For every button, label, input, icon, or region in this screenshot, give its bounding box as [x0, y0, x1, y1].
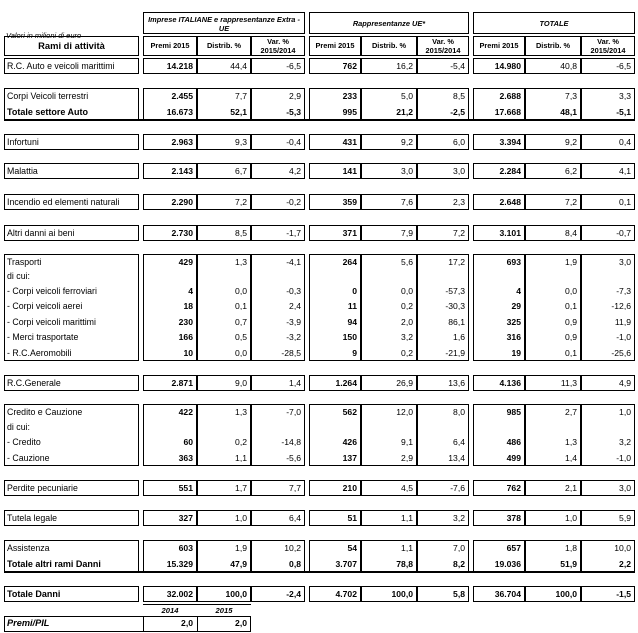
cell-value: 7,6 [401, 197, 413, 207]
group-header-totale [473, 12, 635, 34]
cell-value: 9 [352, 348, 357, 358]
cell-value: 603 [178, 543, 193, 553]
cell-value: 2.290 [171, 197, 193, 207]
cell-value: 17,2 [448, 257, 465, 267]
cell-value: 210 [342, 483, 357, 493]
cell-value: -7,6 [450, 483, 465, 493]
header-premi-label: Premi 2015 [479, 41, 519, 50]
table-row [0, 406, 638, 421]
cell-value: 54 [347, 543, 357, 553]
cell-value: 431 [342, 137, 357, 147]
cell-value: 2,0 [401, 317, 413, 327]
table-row [0, 452, 638, 467]
cell-value: 2.871 [171, 378, 193, 388]
cell-value: 10,0 [614, 543, 631, 553]
cell-value: 1,0 [619, 407, 631, 417]
table-row [0, 270, 638, 285]
cell-value: 16.673 [166, 107, 193, 117]
cell-value: -4,1 [286, 257, 301, 267]
cell-value: 5,0 [401, 91, 413, 101]
cell-value: 0,1 [565, 348, 577, 358]
cell-value: 2.143 [171, 166, 193, 176]
cell-value: 19 [511, 348, 521, 358]
cell-value: 0,2 [235, 437, 247, 447]
cell-value: 13,4 [448, 453, 465, 463]
header-premi-label: Premi 2015 [315, 41, 355, 50]
cell-value: 1,9 [235, 543, 247, 553]
cell-value: 6,2 [565, 166, 577, 176]
cell-value: 230 [178, 317, 193, 327]
pil-year: 2015 [215, 606, 233, 615]
pil-year: 2014 [161, 606, 179, 615]
cell-value: 4.702 [335, 589, 357, 599]
cell-value: -1,0 [616, 453, 631, 463]
header-var-label: Var. % 2015/2014 [590, 37, 626, 55]
cell-value: 762 [506, 483, 521, 493]
cell-value: -2,4 [286, 589, 301, 599]
cell-value: 3.394 [499, 137, 521, 147]
cell-value: -7,3 [616, 286, 631, 296]
row-label: Incendio ed elementi naturali [7, 197, 120, 207]
cell-value: 0,7 [235, 317, 247, 327]
cell-value: 4,1 [619, 166, 631, 176]
cell-value: 52,1 [230, 107, 247, 117]
row-label: - Credito [7, 437, 41, 447]
header-var-label: Var. % 2015/2014 [260, 37, 296, 55]
cell-value: 1.264 [335, 378, 357, 388]
cell-value: 2.730 [171, 228, 193, 238]
cell-value: 1,3 [565, 437, 577, 447]
table-row [0, 227, 638, 242]
cell-value: 14.980 [494, 61, 521, 71]
table-row [0, 331, 638, 346]
row-label: Totale Danni [7, 589, 61, 599]
pil-value: 2,0 [235, 618, 247, 628]
row-label: Malattia [7, 166, 38, 176]
row-label: R.C. Auto e veicoli marittimi [7, 61, 115, 71]
table-row [0, 90, 638, 105]
cell-value: 2,9 [289, 91, 301, 101]
cell-value: -25,6 [611, 348, 631, 358]
header-distrib-label: Distrib. % [206, 41, 242, 50]
cell-value: 0,4 [619, 137, 631, 147]
cell-value: 2.688 [499, 91, 521, 101]
cell-value: 0,9 [565, 332, 577, 342]
header-premi-label: Premi 2015 [150, 41, 190, 50]
table-row [0, 542, 638, 557]
table-row [0, 256, 638, 271]
row-label: - Corpi veicoli ferroviari [7, 286, 97, 296]
table-row [0, 421, 638, 436]
cell-value: 426 [342, 437, 357, 447]
cell-value: 9,1 [401, 437, 413, 447]
cell-value: 6,4 [453, 437, 465, 447]
cell-value: 51,9 [560, 559, 577, 569]
cell-value: 9,2 [401, 137, 413, 147]
cell-value: 985 [506, 407, 521, 417]
cell-value: 0,0 [235, 348, 247, 358]
cell-value: 4,2 [289, 166, 301, 176]
cell-value: 1,6 [453, 332, 465, 342]
cell-value: -6,5 [616, 61, 631, 71]
cell-value: 47,9 [230, 559, 247, 569]
row-label: - Cauzione [7, 453, 50, 463]
row-label: Corpi Veicoli terrestri [7, 91, 89, 101]
cell-value: 7,2 [453, 228, 465, 238]
cell-value: 3,2 [619, 437, 631, 447]
cell-value: 18 [183, 301, 193, 311]
cell-value: 11,9 [614, 317, 631, 327]
table-row [0, 196, 638, 211]
cell-value: 3,0 [619, 257, 631, 267]
cell-value: 1,1 [235, 453, 247, 463]
cell-value: 562 [342, 407, 357, 417]
cell-value: 0,5 [235, 332, 247, 342]
cell-value: 2.963 [171, 137, 193, 147]
cell-value: 6,0 [453, 137, 465, 147]
cell-value: 29 [511, 301, 521, 311]
cell-value: 5,9 [619, 513, 631, 523]
cell-value: 13,6 [448, 378, 465, 388]
table-row [0, 300, 638, 315]
cell-value: 429 [178, 257, 193, 267]
row-label: - Corpi veicoli marittimi [7, 317, 96, 327]
table-row [0, 106, 638, 121]
cell-value: 3,2 [401, 332, 413, 342]
cell-value: 15.329 [166, 559, 193, 569]
cell-value: 2,3 [453, 197, 465, 207]
cell-value: 4 [516, 286, 521, 296]
row-label: di cui: [7, 422, 30, 432]
cell-value: -12,6 [611, 301, 631, 311]
row-label: Totale settore Auto [7, 107, 89, 117]
cell-value: 0,2 [401, 348, 413, 358]
cell-value: 3.101 [499, 228, 521, 238]
cell-value: 371 [342, 228, 357, 238]
cell-value: 2,4 [289, 301, 301, 311]
cell-value: 0,0 [401, 286, 413, 296]
cell-value: 48,1 [560, 107, 577, 117]
cell-value: -5,4 [450, 61, 465, 71]
row-label: Trasporti [7, 257, 42, 267]
cell-value: 7,9 [401, 228, 413, 238]
cell-value: 5,6 [401, 257, 413, 267]
row-label: - R.C.Aeromobili [7, 348, 72, 358]
table-row [0, 316, 638, 331]
table-row [0, 436, 638, 451]
cell-value: 100,0 [391, 589, 413, 599]
cell-value: 8,4 [565, 228, 577, 238]
cell-value: 7,2 [565, 197, 577, 207]
cell-value: -0,2 [286, 197, 301, 207]
row-label: Assistenza [7, 543, 50, 553]
header-var-label: Var. % 2015/2014 [425, 37, 461, 55]
row-label: Altri danni ai beni [7, 228, 75, 238]
cell-value: 1,9 [565, 257, 577, 267]
cell-value: 359 [342, 197, 357, 207]
cell-value: 0,9 [565, 317, 577, 327]
cell-value: 1,4 [289, 378, 301, 388]
cell-value: -0,3 [286, 286, 301, 296]
table-row [0, 285, 638, 300]
cell-value: 137 [342, 453, 357, 463]
cell-value: 363 [178, 453, 193, 463]
cell-value: -7,0 [286, 407, 301, 417]
cell-value: 693 [506, 257, 521, 267]
cell-value: 7,7 [235, 91, 247, 101]
cell-value: 7,7 [289, 483, 301, 493]
cell-value: 325 [506, 317, 521, 327]
row-label: Tutela legale [7, 513, 58, 523]
cell-value: 11,3 [560, 378, 577, 388]
cell-value: -21,9 [445, 348, 465, 358]
pil-value: 2,0 [181, 618, 193, 628]
cell-value: 233 [342, 91, 357, 101]
cell-value: 21,2 [396, 107, 413, 117]
cell-value: 44,4 [230, 61, 247, 71]
cell-value: 2.648 [499, 197, 521, 207]
group-title-totale: TOTALE [539, 19, 569, 28]
cell-value: 32.002 [166, 589, 193, 599]
cell-value: 3,0 [619, 483, 631, 493]
cell-value: -5,6 [286, 453, 301, 463]
cell-value: 4,5 [401, 483, 413, 493]
cell-value: 36.704 [494, 589, 521, 599]
cell-value: 9,3 [235, 137, 247, 147]
cell-value: 1,1 [401, 543, 413, 553]
cell-value: 1,0 [235, 513, 247, 523]
cell-value: 11 [347, 301, 357, 311]
cell-value: 12,0 [396, 407, 413, 417]
cell-value: 2.284 [499, 166, 521, 176]
cell-value: 9,2 [565, 137, 577, 147]
cell-value: 10 [183, 348, 193, 358]
cell-value: 7,3 [565, 91, 577, 101]
row-label: Credito e Cauzione [7, 407, 83, 417]
cell-value: 0,8 [289, 559, 301, 569]
cell-value: -1,0 [616, 332, 631, 342]
cell-value: 7,0 [453, 543, 465, 553]
row-label: R.C.Generale [7, 378, 61, 388]
unit-note: Valori in milioni di euro [6, 31, 82, 40]
cell-value: 6,4 [289, 513, 301, 523]
cell-value: 0,2 [401, 301, 413, 311]
row-label: - Merci trasportate [7, 332, 79, 342]
table-row [0, 165, 638, 180]
cell-value: 19.036 [494, 559, 521, 569]
table-row [0, 377, 638, 392]
cell-value: 8,2 [453, 559, 465, 569]
pil-label: Premi/PIL [7, 618, 50, 628]
row-label: Perdite pecuniarie [7, 483, 78, 493]
cell-value: 2,1 [565, 483, 577, 493]
cell-value: 1,3 [235, 407, 247, 417]
header-distrib-label: Distrib. % [535, 41, 571, 50]
cell-value: 8,0 [453, 407, 465, 417]
cell-value: 0,0 [235, 286, 247, 296]
group-title-ue: Rappresentanze UE* [352, 19, 426, 28]
cell-value: 8,5 [235, 228, 247, 238]
cell-value: 2,7 [565, 407, 577, 417]
cell-value: 3,0 [453, 166, 465, 176]
cell-value: 40,8 [560, 61, 577, 71]
cell-value: -3,2 [286, 332, 301, 342]
group-title-italiane: Imprese ITALIANE e rappresentanze Extra - UE [148, 15, 300, 33]
cell-value: 1,8 [565, 543, 577, 553]
table-row [0, 558, 638, 573]
cell-value: -5,1 [616, 107, 631, 117]
cell-value: 14.218 [166, 61, 193, 71]
cell-value: 1,1 [401, 513, 413, 523]
cell-value: 378 [506, 513, 521, 523]
cell-value: 4,9 [619, 378, 631, 388]
cell-value: 0,1 [619, 197, 631, 207]
cell-value: 762 [342, 61, 357, 71]
cell-value: 51 [347, 513, 357, 523]
cell-value: -1,5 [616, 589, 631, 599]
cell-value: 3,2 [453, 513, 465, 523]
table-row [0, 588, 638, 603]
cell-value: -14,8 [281, 437, 301, 447]
cell-value: 7,2 [235, 197, 247, 207]
cell-value: 100,0 [555, 589, 577, 599]
row-label: Totale altri rami Danni [7, 559, 101, 569]
cell-value: -2,5 [450, 107, 465, 117]
cell-value: 78,8 [396, 559, 413, 569]
cell-value: 2.455 [171, 91, 193, 101]
cell-value: -6,5 [286, 61, 301, 71]
header-distrib-label: Distrib. % [371, 41, 407, 50]
cell-value: 551 [178, 483, 193, 493]
cell-value: 17.668 [494, 107, 521, 117]
cell-value: -28,5 [281, 348, 301, 358]
cell-value: 3,0 [401, 166, 413, 176]
cell-value: 316 [506, 332, 521, 342]
cell-value: 2,9 [401, 453, 413, 463]
cell-value: 0,1 [235, 301, 247, 311]
table-row [0, 136, 638, 151]
cell-value: 6,7 [235, 166, 247, 176]
cell-value: 141 [342, 166, 357, 176]
cell-value: 5,8 [453, 589, 465, 599]
cell-value: 995 [342, 107, 357, 117]
header-rami-label: Rami di attività [38, 40, 105, 51]
cell-value: 264 [342, 257, 357, 267]
cell-value: 26,9 [396, 378, 413, 388]
table-row [0, 482, 638, 497]
cell-value: 3.707 [335, 559, 357, 569]
group-header-italiane [143, 12, 305, 34]
cell-value: 1,0 [565, 513, 577, 523]
cell-value: 327 [178, 513, 193, 523]
cell-value: 10,2 [284, 543, 301, 553]
cell-value: -0,7 [616, 228, 631, 238]
cell-value: 4 [188, 286, 193, 296]
cell-value: 1,3 [235, 257, 247, 267]
cell-value: 150 [342, 332, 357, 342]
cell-value: -0,4 [286, 137, 301, 147]
cell-value: 3,3 [619, 91, 631, 101]
cell-value: 0,0 [565, 286, 577, 296]
cell-value: -57,3 [445, 286, 465, 296]
cell-value: 9,0 [235, 378, 247, 388]
cell-value: 8,5 [453, 91, 465, 101]
cell-value: 86,1 [448, 317, 465, 327]
row-label: di cui: [7, 271, 30, 281]
cell-value: 16,2 [396, 61, 413, 71]
cell-value: 0,1 [565, 301, 577, 311]
cell-value: 4.136 [499, 378, 521, 388]
cell-value: -5,3 [286, 107, 301, 117]
cell-value: 60 [183, 437, 193, 447]
cell-value: 499 [506, 453, 521, 463]
cell-value: 422 [178, 407, 193, 417]
table-row [0, 512, 638, 527]
cell-value: 1,7 [235, 483, 247, 493]
cell-value: 2,2 [619, 559, 631, 569]
cell-value: 657 [506, 543, 521, 553]
cell-value: 486 [506, 437, 521, 447]
cell-value: 1,4 [565, 453, 577, 463]
row-label: - Corpi veicoli aerei [7, 301, 83, 311]
table-row [0, 60, 638, 75]
group-header-ue [309, 12, 469, 34]
cell-value: -3,9 [286, 317, 301, 327]
table-row [0, 347, 638, 362]
cell-value: -30,3 [445, 301, 465, 311]
row-label: Infortuni [7, 137, 39, 147]
cell-value: 100,0 [225, 589, 247, 599]
cell-value: 0 [352, 286, 357, 296]
cell-value: -1,7 [286, 228, 301, 238]
cell-value: 166 [178, 332, 193, 342]
cell-value: 94 [347, 317, 357, 327]
